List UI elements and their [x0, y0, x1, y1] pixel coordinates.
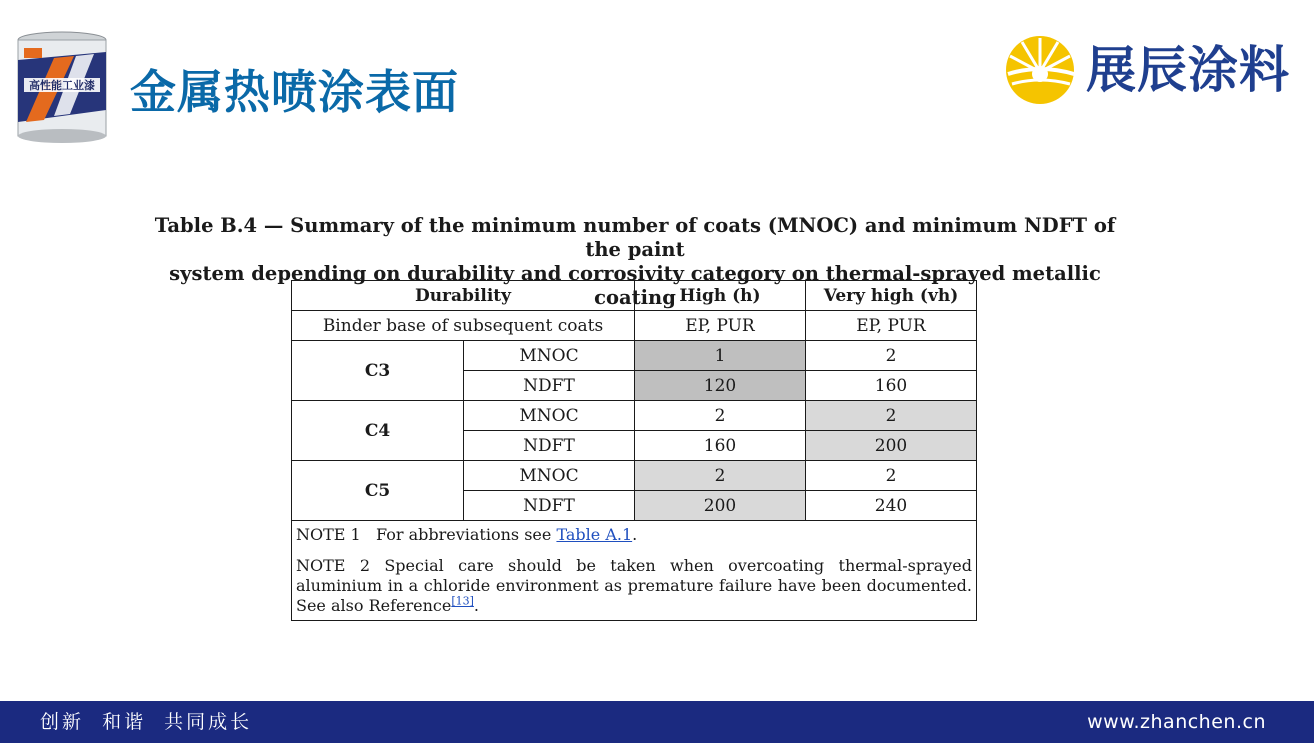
binder-very-high: EP, PUR	[806, 311, 977, 341]
product-can-image	[14, 30, 110, 146]
binder-high: EP, PUR	[635, 311, 806, 341]
param-cell: MNOC	[464, 461, 635, 491]
value-cell: 200	[806, 431, 977, 461]
value-cell: 2	[635, 461, 806, 491]
footer-website[interactable]: www.zhanchen.cn	[1087, 711, 1266, 733]
binder-label: Binder base of subsequent coats	[292, 311, 635, 341]
sun-logo-icon	[1004, 34, 1080, 108]
value-cell: 200	[635, 491, 806, 521]
header-high: High (h)	[635, 281, 806, 311]
category-c5: C5	[292, 461, 464, 521]
note-1-text: NOTE 1 For abbreviations see	[296, 525, 557, 544]
reference-13-link[interactable]: [13]	[451, 594, 474, 608]
value-cell: 2	[806, 401, 977, 431]
param-cell: NDFT	[464, 491, 635, 521]
value-cell: 1	[635, 341, 806, 371]
param-cell: MNOC	[464, 341, 635, 371]
value-cell: 160	[806, 371, 977, 401]
brand-logo	[1004, 34, 1294, 108]
binder-row	[292, 311, 977, 341]
table-a1-link[interactable]: Table A.1	[556, 525, 633, 544]
footer-bar	[0, 701, 1314, 743]
category-c3: C3	[292, 341, 464, 401]
table-row	[292, 461, 977, 491]
value-cell: 240	[806, 491, 977, 521]
value-cell: 2	[806, 341, 977, 371]
table-row	[292, 401, 977, 431]
note-2-text: NOTE 2 Special care should be taken when overcoating thermal-sprayed aluminium in a chloride environment as premature failure have been documented. See also Reference	[296, 556, 972, 615]
caption-line-2: system depending on durability and corrosivity category on thermal-sprayed metallic coating	[169, 262, 1101, 309]
brand-name: 展辰涂料	[1086, 41, 1290, 99]
table-notes	[292, 521, 977, 621]
footer-slogan: 创新 和谐 共同成长	[40, 711, 253, 733]
note-1	[296, 525, 972, 545]
header-very-high: Very high (vh)	[806, 281, 977, 311]
category-c4: C4	[292, 401, 464, 461]
param-cell: MNOC	[464, 401, 635, 431]
product-can-label: 高性能工业漆	[29, 79, 95, 92]
header-durability: Durability	[292, 281, 635, 311]
value-cell: 160	[635, 431, 806, 461]
table-header-row	[292, 281, 977, 311]
table-row	[292, 341, 977, 371]
note-2-suffix: .	[473, 596, 480, 615]
value-cell: 2	[806, 461, 977, 491]
coats-summary-table	[291, 280, 977, 621]
param-cell: NDFT	[464, 371, 635, 401]
note-1-suffix: .	[632, 525, 638, 544]
notes-row	[292, 521, 977, 621]
note-2	[296, 556, 972, 616]
slide-title: 金属热喷涂表面	[130, 65, 459, 119]
value-cell: 120	[635, 371, 806, 401]
caption-line-1: Table B.4 — Summary of the minimum number of coats (MNOC) and minimum NDFT of the paint	[154, 214, 1116, 261]
param-cell: NDFT	[464, 431, 635, 461]
value-cell: 2	[635, 401, 806, 431]
